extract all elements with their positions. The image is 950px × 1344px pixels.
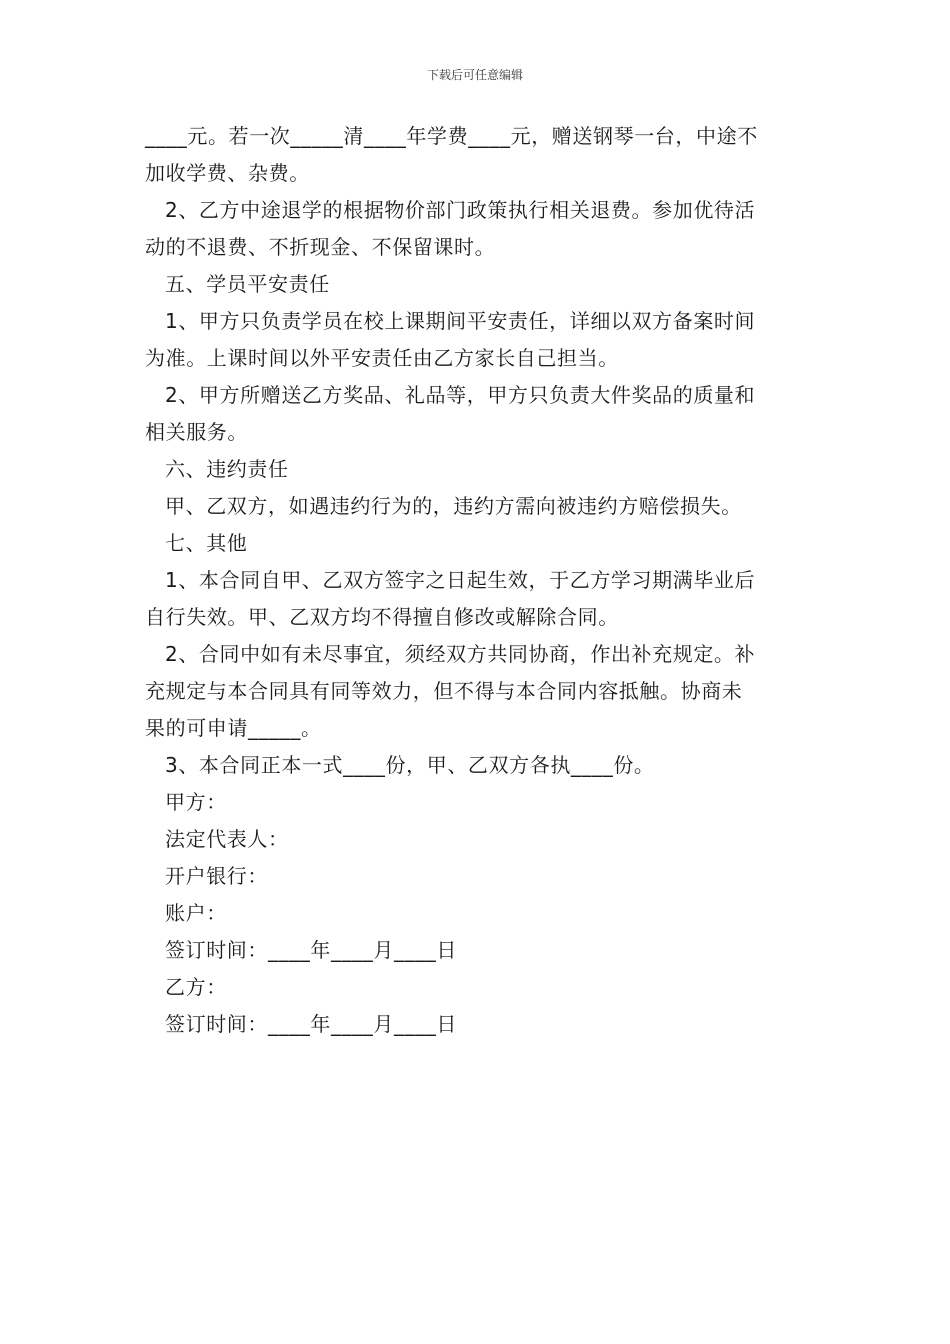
section-heading: 五、学员平安责任 — [165, 272, 330, 296]
text-line: 2、合同中如有未尽事宜，须经双方共同协商，作出补充规定。补 — [165, 642, 756, 666]
text-line: 甲、乙双方，如遇违约行为的，违约方需向被违约方赔偿损失。 — [165, 494, 742, 518]
signature-field: 开户银行： — [165, 864, 268, 888]
signature-field: 签订时间：____年____月____日 — [165, 938, 457, 962]
text-line: ____元。若一次_____清____年学费____元，赠送钢琴一台，中途不 — [145, 124, 758, 148]
signature-field: 账户： — [165, 901, 227, 925]
text-line: 2、甲方所赠送乙方奖品、礼品等，甲方只负责大件奖品的质量和 — [165, 383, 756, 407]
text-line: 为准。上课时间以外平安责任由乙方家长自己担当。 — [145, 346, 619, 370]
text-line: 动的不退费、不折现金、不保留课时。 — [145, 235, 496, 259]
section-heading: 六、违约责任 — [165, 457, 289, 481]
signature-field: 乙方： — [165, 975, 227, 999]
text-line: 2、乙方中途退学的根据物价部门政策执行相关退费。参加优待活 — [165, 198, 756, 222]
text-line: 相关服务。 — [145, 420, 248, 444]
text-line: 自行失效。甲、乙双方均不得擅自修改或解除合同。 — [145, 605, 619, 629]
page-header: 下载后可任意编辑 — [426, 68, 523, 82]
signature-field: 甲方： — [165, 790, 227, 814]
signature-field: 签订时间：____年____月____日 — [165, 1012, 457, 1036]
signature-field: 法定代表人： — [165, 827, 289, 851]
text-line: 3、本合同正本一式____份，甲、乙双方各执____份。 — [165, 753, 655, 777]
section-heading: 七、其他 — [165, 531, 248, 555]
text-line: 果的可申请_____。 — [145, 716, 322, 740]
text-line: 充规定与本合同具有同等效力，但不得与本合同内容抵触。协商未 — [145, 679, 743, 703]
text-line: 1、甲方只负责学员在校上课期间平安责任，详细以双方备案时间 — [165, 309, 756, 333]
document-body — [145, 118, 807, 1043]
text-line: 1、本合同自甲、乙双方签字之日起生效，于乙方学习期满毕业后 — [165, 568, 756, 592]
text-line: 加收学费、杂费。 — [145, 161, 310, 185]
